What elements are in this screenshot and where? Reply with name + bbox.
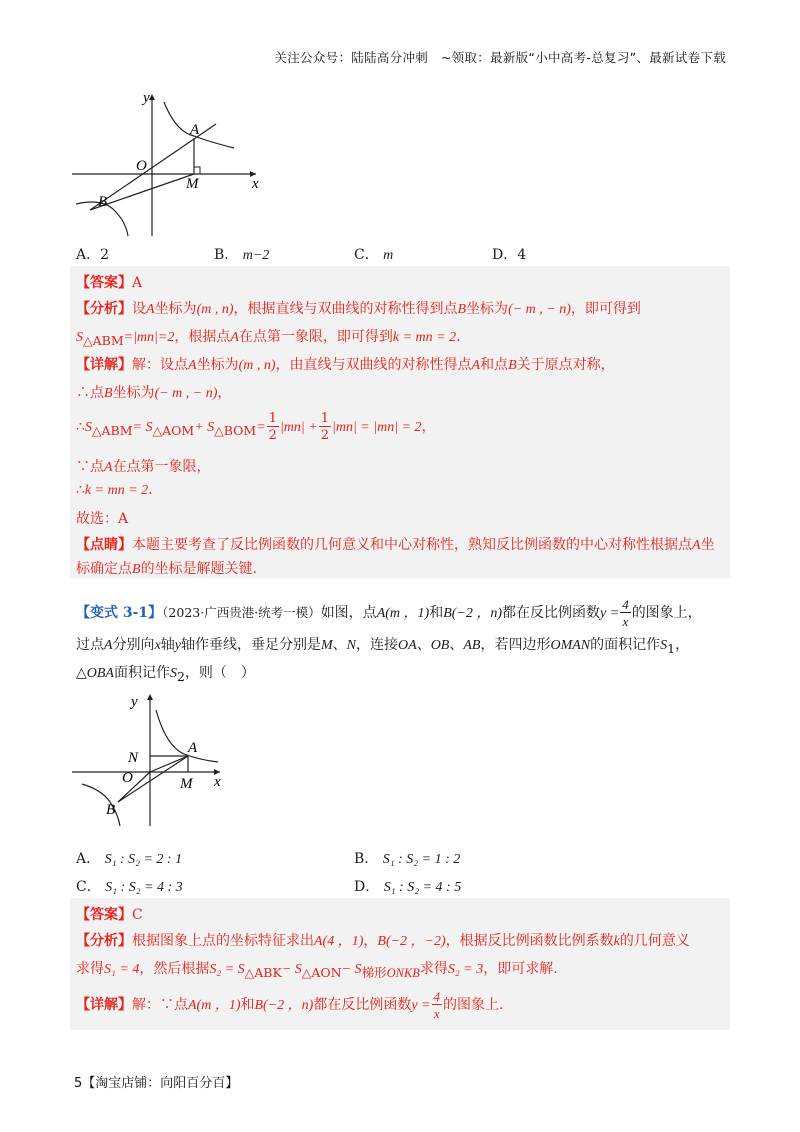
q2-option-d: D． S₁ : S₂ = 4 : 5 — [354, 879, 462, 895]
origin-label-2: O — [122, 770, 133, 786]
point-b-label-2: B — [106, 802, 116, 818]
y-axis-label-2: y — [131, 694, 138, 710]
analysis-line-1: 【分析】设A坐标为(m , n)，根据直线与双曲线的对称性得到点B坐标为(− m , − n)，即可得到 — [76, 301, 641, 317]
q1-option-c: C． m — [354, 247, 394, 263]
detail-line-2: ∴点B坐标为(− m , − n)， — [76, 385, 232, 401]
comment-line-2: 标确定点B的坐标是解题关键. — [76, 561, 258, 577]
origin-label: O — [136, 158, 147, 174]
q1-option-b: B． m−2 — [214, 247, 270, 263]
q2-line-1: 【变式 3-1】（2023·广西贵港·统考一模）如图，点A(m ，1)和B(−2 ，n)都在反比例函数y = $\frac{4}{x}$ 的图象上， — [76, 597, 702, 629]
q2-line-3: △OBA面积记作$S_2$，则（ ） — [76, 665, 255, 684]
point-m-label-2: M — [180, 776, 193, 792]
point-n-label: N — [128, 750, 139, 766]
x-axis-label-2: x — [214, 774, 221, 790]
page-header: 关注公众号：陆陆高分冲刺 ~领取：最新版“小中高考-总复习”、最新试卷下载 — [274, 50, 726, 65]
analysis2-line-2: 求得S₁ = 4，然后根据$S_2 = S_{\triangle ABK}- S_{\triangle AON}- S_{梯形ONKB}$求得S₂ = 3，即可求解. — [76, 961, 558, 980]
q2-option-a: A． S₁ : S₂ = 2 : 1 — [76, 851, 183, 867]
choose-line: 故选：A — [76, 511, 129, 527]
q2-option-c: C． S₁ : S₂ = 4 : 3 — [76, 879, 183, 895]
x-axis-label: x — [252, 176, 259, 192]
page-footer: 5【淘宝店铺：向阳百分百】 — [74, 1076, 239, 1091]
point-a-label: A — [190, 122, 200, 138]
point-a-label-2: A — [188, 740, 198, 756]
detail-line-1: 【详解】解：设点A坐标为(m , n)，由直线与双曲线的对称性得点A和点B关于原点对称， — [76, 357, 615, 373]
detail-line-4: ∵点A在点第一象限， — [76, 459, 211, 475]
analysis2-line-1: 【分析】根据图象上点的坐标特征求出A(4 ，1)，B(−2 ，−2)，根据反比例函数比例系数k的几何意义 — [76, 933, 690, 949]
q2-option-b: B． S₁ : S₂ = 1 : 2 — [354, 851, 461, 867]
figure-2-graph — [68, 690, 238, 830]
point-m-label: M — [186, 176, 199, 192]
q1-option-a: A．2 — [76, 247, 110, 263]
detail2-line-1: 【详解】解：∵点A(m ，1)和B(−2 ，n)都在反比例函数y = $\frac{4}{x}$ 的图象上. — [76, 989, 504, 1021]
answer-line: 【答案】A — [76, 275, 143, 291]
q1-option-d: D．4 — [492, 247, 527, 263]
figure-1-graph — [68, 88, 268, 240]
comment-line-1: 【点睛】本题主要考查了反比例函数的几何意义和中心对称性，熟知反比例函数的中心对称性根据点A坐 — [76, 537, 715, 553]
analysis-line-2: $S_{\triangle ABM}=|mn|=2$，根据点A在点第一象限，即可得到k = mn = 2. — [76, 329, 461, 348]
answer-line-2: 【答案】C — [76, 907, 143, 923]
point-b-label: B — [98, 194, 108, 210]
detail-line-5: ∴k = mn = 2. — [76, 482, 153, 498]
y-axis-label: y — [143, 90, 150, 106]
detail-line-3: $\therefore S_{\triangle ABM}= S_{\triangle AOM}+ S_{\triangle BOM}=$ $\frac{1}{2}$ |mn| + $\frac{1}{2}$ |mn| = |mn| = 2， — [76, 411, 436, 443]
q2-line-2: 过点A分别向x轴y轴作垂线，垂足分别是M、N，连接OA、OB、AB，若四边形OMAN的面积记作$S_1$， — [76, 637, 690, 656]
